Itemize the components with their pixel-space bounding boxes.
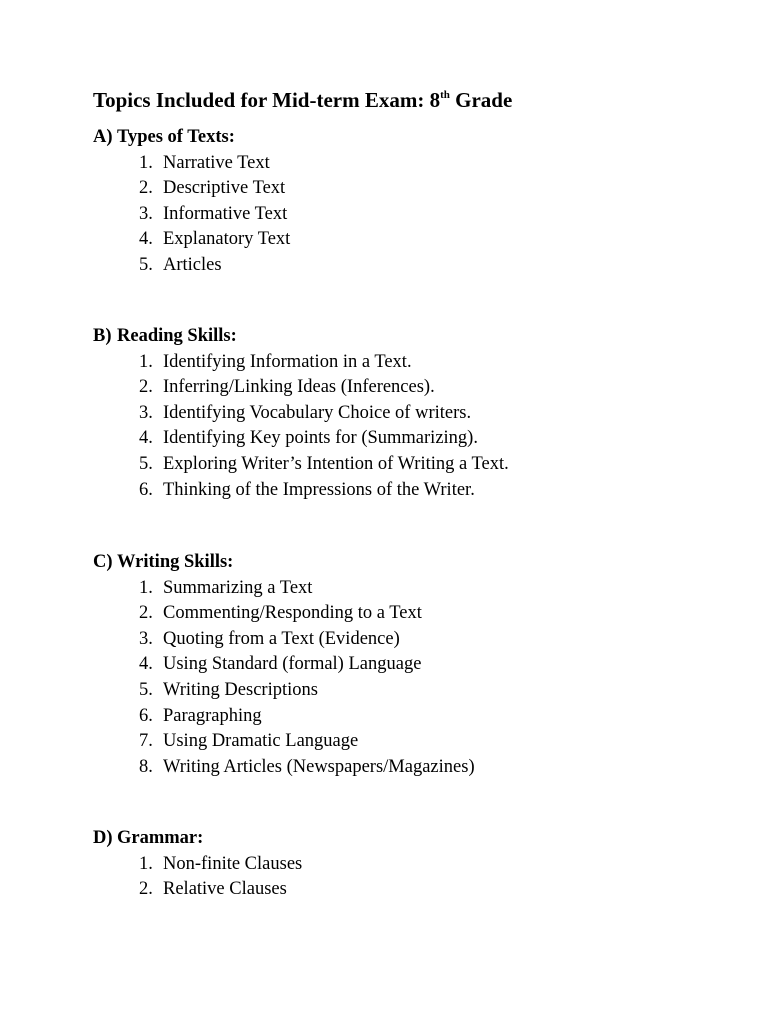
- item-number: 4.: [139, 229, 153, 250]
- item-text: Non-finite Clauses: [163, 853, 303, 874]
- list-item: [93, 478, 509, 504]
- list-item: [93, 452, 509, 478]
- item-number: 4.: [139, 428, 153, 449]
- item-number: 4.: [139, 654, 153, 675]
- section-title: Types of Texts:: [117, 127, 235, 147]
- section-heading: [93, 550, 475, 576]
- item-text: Paragraphing: [163, 705, 262, 726]
- item-text: Using Dramatic Language: [163, 731, 359, 752]
- item-number: 2.: [139, 879, 153, 900]
- list-item: [93, 755, 475, 781]
- section-heading: [93, 324, 509, 350]
- topic-list: [93, 151, 290, 279]
- item-text: Relative Clauses: [163, 879, 287, 900]
- item-text: Identifying Vocabulary Choice of writers.: [163, 402, 472, 423]
- list-item: [93, 401, 509, 427]
- section-letter: D): [93, 828, 113, 848]
- section-title: Grammar:: [117, 828, 204, 848]
- list-item: [93, 253, 290, 279]
- item-number: 5.: [139, 453, 153, 474]
- section-title: Reading Skills:: [117, 326, 237, 346]
- topic-list: [93, 576, 475, 781]
- section-letter: A): [93, 127, 113, 147]
- list-item: [93, 375, 509, 401]
- topic-list: [93, 852, 302, 903]
- list-item: [93, 678, 475, 704]
- item-text: Commenting/Responding to a Text: [163, 603, 422, 624]
- item-text: Identifying Key points for (Summarizing).: [163, 428, 478, 449]
- item-text: Descriptive Text: [163, 178, 286, 199]
- item-number: 5.: [139, 679, 153, 700]
- item-number: 1.: [139, 577, 153, 598]
- list-item: [93, 852, 302, 878]
- topic-list: [93, 350, 509, 504]
- item-text: Writing Descriptions: [163, 679, 318, 700]
- item-number: 2.: [139, 178, 153, 199]
- page-title: [93, 86, 512, 114]
- item-number: 5.: [139, 254, 153, 275]
- item-number: 3.: [139, 628, 153, 649]
- item-text: Identifying Information in a Text.: [163, 351, 412, 372]
- list-item: [93, 426, 509, 452]
- title-text: Topics Included for Mid-term Exam: 8: [93, 88, 441, 112]
- list-item: [93, 652, 475, 678]
- title-superscript: th: [440, 89, 450, 101]
- item-number: 3.: [139, 203, 153, 224]
- section-writing-skills: [93, 550, 475, 780]
- section-heading: [93, 125, 290, 151]
- item-text: Explanatory Text: [163, 229, 291, 250]
- section-heading: [93, 826, 302, 852]
- section-letter: B): [93, 326, 112, 346]
- item-number: 1.: [139, 351, 153, 372]
- item-number: 6.: [139, 479, 153, 500]
- list-item: [93, 576, 475, 602]
- section-letter: C): [93, 552, 113, 572]
- list-item: [93, 877, 302, 903]
- title-suffix: Grade: [449, 88, 513, 112]
- item-number: 3.: [139, 402, 153, 423]
- item-number: 7.: [139, 731, 153, 752]
- list-item: [93, 227, 290, 253]
- item-text: Exploring Writer’s Intention of Writing a Text.: [163, 453, 509, 474]
- item-text: Narrative Text: [163, 152, 270, 173]
- item-text: Writing Articles (Newspapers/Magazines): [163, 756, 475, 777]
- item-text: Articles: [163, 254, 222, 275]
- item-text: Quoting from a Text (Evidence): [163, 628, 400, 649]
- item-number: 2.: [139, 603, 153, 624]
- item-number: 8.: [139, 756, 153, 777]
- item-number: 6.: [139, 705, 153, 726]
- section-grammar: [93, 826, 302, 903]
- list-item: [93, 176, 290, 202]
- item-text: Using Standard (formal) Language: [163, 654, 422, 675]
- item-text: Inferring/Linking Ideas (Inferences).: [163, 377, 435, 398]
- list-item: [93, 202, 290, 228]
- list-item: [93, 729, 475, 755]
- item-number: 2.: [139, 377, 153, 398]
- section-title: Writing Skills:: [117, 552, 234, 572]
- list-item: [93, 601, 475, 627]
- item-text: Thinking of the Impressions of the Writer.: [163, 479, 475, 500]
- list-item: [93, 151, 290, 177]
- item-text: Summarizing a Text: [163, 577, 313, 598]
- list-item: [93, 627, 475, 653]
- item-number: 1.: [139, 853, 153, 874]
- item-number: 1.: [139, 152, 153, 173]
- item-text: Informative Text: [163, 203, 288, 224]
- section-types-of-texts: [93, 125, 290, 279]
- list-item: [93, 704, 475, 730]
- list-item: [93, 350, 509, 376]
- section-reading-skills: [93, 324, 509, 503]
